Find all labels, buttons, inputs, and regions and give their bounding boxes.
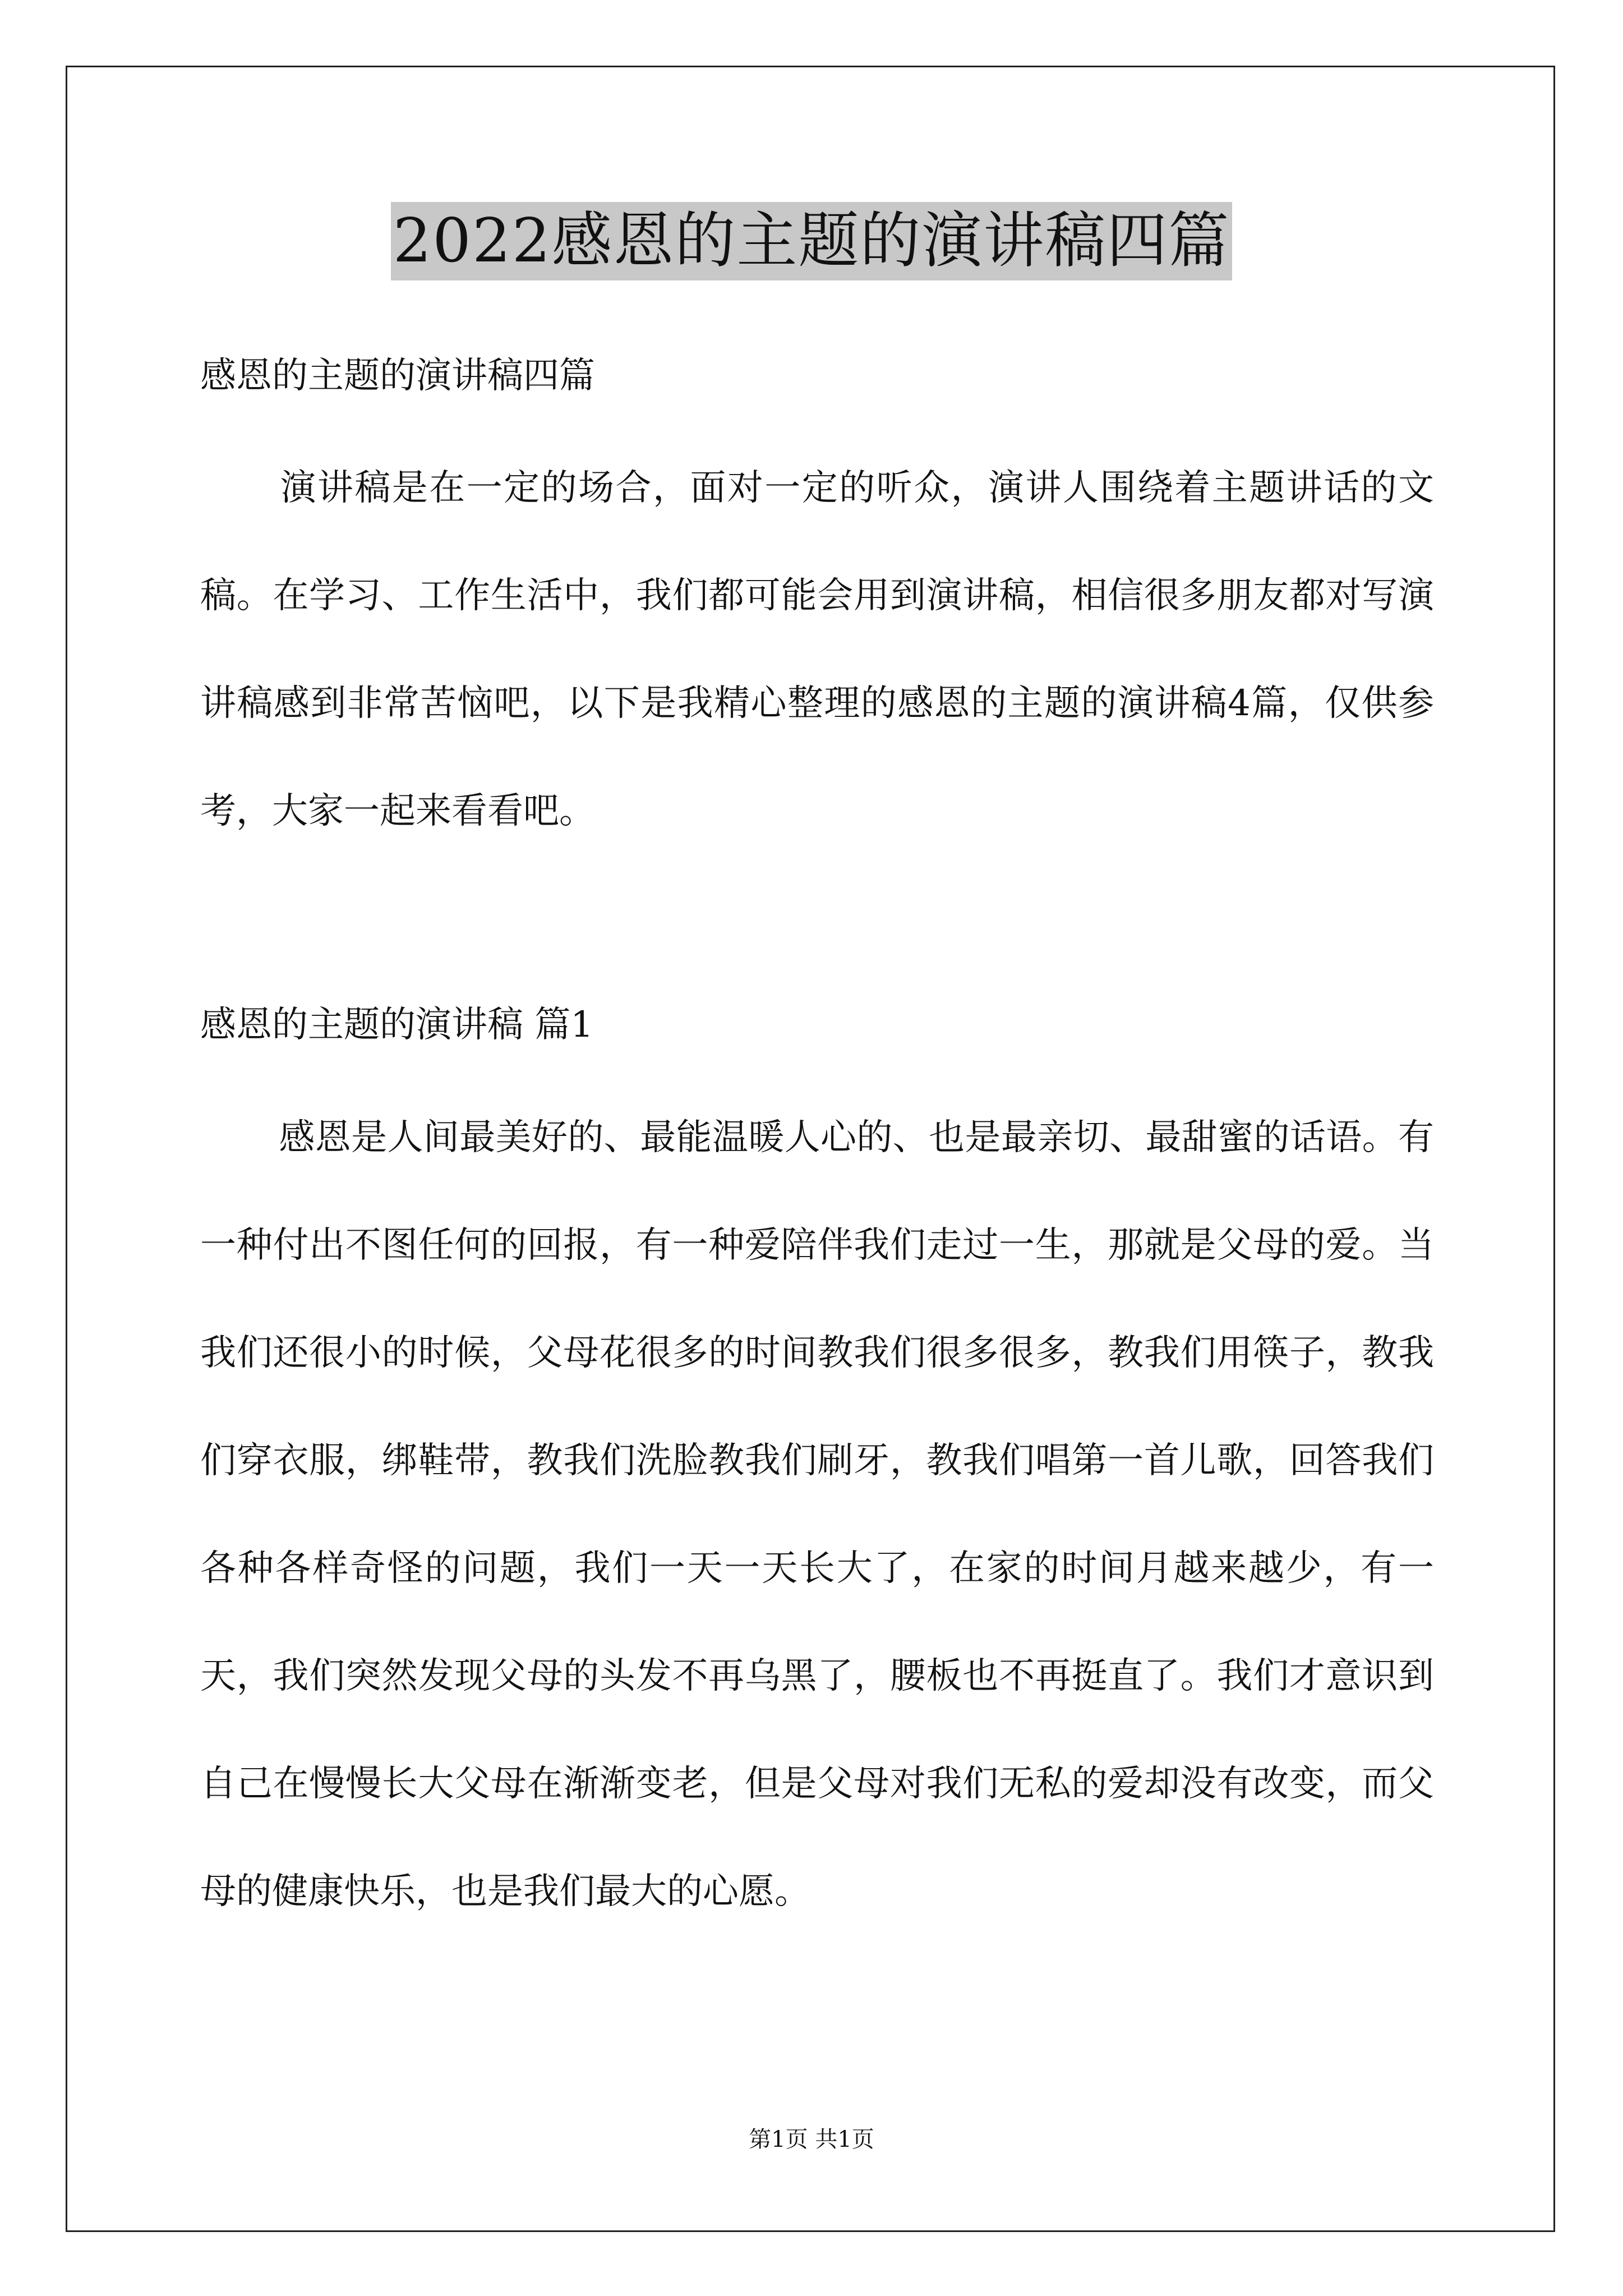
document-title: 2022感恩的主题的演讲稿四篇 bbox=[391, 202, 1233, 280]
document-subtitle: 感恩的主题的演讲稿四篇 bbox=[200, 355, 595, 397]
section-paragraph-text: 感恩是人间最美好的、最能温暖人心的、也是最亲切、最甜蜜的话语。有一种付出不图任何的回报，有一种爱陪伴我们走过一生，那就是父母的爱。当我们还很小的时候，父母花很多的时间教我们很多很多，教我们用筷子，教我们穿衣服，绑鞋带，教我们洗脸教我们刷牙，教我们唱第一首儿歌，回答我们各种各样奇怪的问题，我们一天一天长大了，在家的时间月越来越少，有一天，我们突然发现父母的头发不再乌黑了，腰板也不再挺直了。我们才意识到自己在慢慢长大父母在渐渐变老，但是父母对我们无私的爱却没有改变，而父母的健康快乐，也是我们最大的心愿。 bbox=[200, 1117, 1434, 1912]
section-paragraph bbox=[200, 1084, 1434, 1945]
intro-paragraph-text: 演讲稿是在一定的场合，面对一定的听众，演讲人围绕着主题讲话的文稿。在学习、工作生活中，我们都可能会用到演讲稿，相信很多朋友都对写演讲稿感到非常苦恼吧，以下是我精心整理的感恩的主题的演讲稿4篇，仅供参考，大家一起来看看吧。 bbox=[200, 467, 1434, 832]
section-heading: 感恩的主题的演讲稿 篇1 bbox=[200, 1004, 594, 1046]
page-footer: 第1页 共1页 bbox=[749, 2127, 874, 2152]
intro-paragraph bbox=[200, 434, 1434, 865]
title-container bbox=[0, 202, 1623, 280]
